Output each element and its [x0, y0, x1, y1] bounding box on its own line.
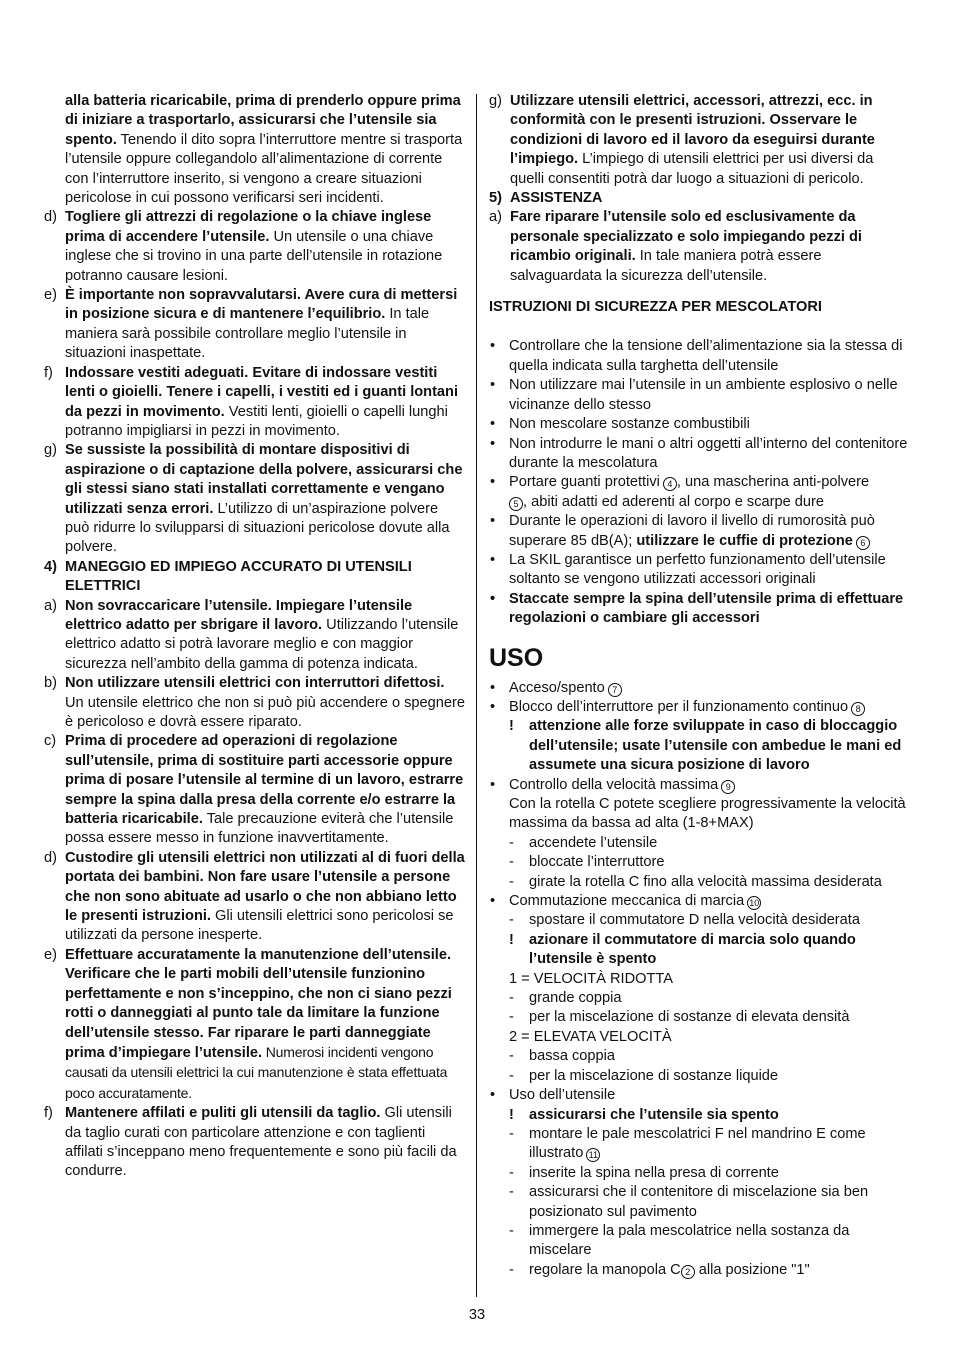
bullet-text: Non mescolare sostanze combustibili	[509, 416, 750, 433]
item-bold: È importante non sopravvalutarsi. Avere cura di mettersi in posizione sicura e di mantenere l’equilibrio.	[65, 287, 458, 323]
uso-lock	[489, 698, 910, 717]
dash: -	[509, 1009, 514, 1026]
step-text: bassa coppia	[529, 1048, 616, 1065]
callout-number: 9	[721, 780, 735, 794]
uso-speed-2-step	[489, 1067, 910, 1086]
step-text: accendete l’utensile	[529, 834, 658, 851]
item-bold: Mantenere affilati e puliti gli utensili da taglio.	[65, 1105, 381, 1122]
item-text: Tenendo il dito sopra l’interruttore mentre si trasporta l’utensile oppure collegandolo all’alimentazione di corrente con l’interruttore inserito, si vengono a creare situazioni pericolose in cui possono verificarsi seri incidenti.	[65, 131, 463, 207]
bullet: •	[490, 377, 496, 394]
item-marker: e)	[44, 946, 57, 963]
uso-speed-1-step	[489, 989, 910, 1008]
uso-gear-warning	[489, 931, 910, 970]
bullet: •	[490, 474, 496, 491]
mixer-bullet-hands	[489, 435, 910, 474]
item-3f	[44, 364, 465, 442]
item-text: Un utensile elettrico che non si può più accendere o spegnere è pericoloso e dovrà essere riparato.	[65, 694, 465, 730]
bullet: •	[490, 513, 496, 530]
mixer-bullet-noise	[489, 512, 910, 551]
right-column	[489, 92, 910, 1280]
column-divider	[476, 94, 477, 1297]
bullet-text: Acceso/spento	[509, 679, 605, 696]
item-marker: g)	[44, 442, 57, 459]
item-bold: Togliere gli attrezzi di regolazione o la chiave inglese prima di accendere l’utensile.	[65, 209, 432, 245]
uso-speed-1: 1 = VELOCITÀ RIDOTTA	[509, 970, 673, 987]
uso-tool-step	[489, 1183, 910, 1222]
uso-speed-2: 2 = ELEVATA VELOCITÀ	[509, 1028, 672, 1045]
item-marker: a)	[489, 209, 502, 226]
item-bold: alla batteria ricaricabile, prima di prenderlo oppure prima di iniziare a trasportarlo, assicurarsi che l’utensile sia spento.	[65, 93, 461, 148]
warning-text: azionare il commutatore di marcia solo quando l’utensile è spento	[529, 931, 856, 968]
callout-number: 8	[851, 702, 865, 716]
step-text: immergere la pala mescolatrice nella sostanza da miscelare	[529, 1222, 850, 1259]
item-3g	[44, 441, 465, 557]
item-marker: e)	[44, 287, 57, 304]
mixer-bullet-combustible	[489, 415, 910, 434]
uso-speed-step	[489, 853, 910, 872]
item-3e	[44, 286, 465, 364]
mixer-safety-heading: ISTRUZIONI DI SICUREZZA PER MESCOLATORI	[489, 299, 822, 316]
mixer-bullet-unplug	[489, 590, 910, 629]
step-text: spostare il commutatore D nella velocità desiderata	[529, 912, 860, 929]
item-marker: c)	[44, 733, 57, 750]
section-title: MANEGGIO ED IMPIEGO ACCURATO DI UTENSILI ELETTRICI	[65, 558, 412, 595]
dash: -	[509, 912, 514, 929]
item-text: Gli utensili da taglio curati con particolare attenzione e con taglienti affilati s’inceppano meno frequentemente e sono più facili da condurre.	[65, 1105, 457, 1180]
dash: -	[509, 1164, 514, 1181]
item-text: Numerosi incidenti vengono causati da utensili elettrici la cui manutenzione è stata effettuata poco accuratamente.	[65, 1043, 448, 1101]
mixer-bullet-voltage	[489, 337, 910, 376]
item-4c	[44, 732, 465, 848]
bullet-text: Non utilizzare mai l’utensile in un ambiente esplosivo o nelle vicinanze dello stesso	[509, 377, 898, 413]
bullet: •	[490, 776, 496, 793]
step-text: regolare la manopola C	[529, 1261, 681, 1278]
item-text: In tale maniera sarà possibile controllare meglio l’utensile in situazioni inaspettate.	[65, 306, 430, 362]
bullet-bold: utilizzare le cuffie di protezione	[636, 532, 853, 549]
step-text: per la miscelazione di sostanze di elevata densità	[529, 1009, 850, 1026]
item-4d	[44, 849, 465, 946]
item-bold: Fare riparare l’utensile solo ed esclusivamente da personale specializzato e solo impiegando pezzi di ricambio originali.	[510, 209, 862, 265]
uso-title: USO	[489, 643, 544, 672]
item-text: Vestiti lenti, gioielli o capelli lunghi potranno impigliarsi in pezzi in movimento.	[65, 403, 448, 439]
dash: -	[509, 1067, 514, 1084]
warning-mark: !	[509, 1106, 514, 1123]
item-marker: f)	[44, 1105, 53, 1122]
warning-mark: !	[509, 931, 514, 948]
item-bold: Custodire gli utensili elettrici non utilizzati al di fuori della portata dei bambini. Non fare usare l’utensile a persone che non sono abituate ad usarlo o che non abbiano letto le presenti istruzioni.	[65, 849, 465, 925]
dash: -	[509, 1222, 514, 1239]
item-marker: b)	[44, 675, 57, 692]
uso-tool-step	[489, 1261, 910, 1280]
bullet: •	[490, 416, 496, 433]
step-text: inserite la spina nella presa di corrente	[529, 1164, 779, 1181]
section-number: 5)	[489, 190, 502, 207]
uso-onoff	[489, 679, 910, 698]
item-text: In tale maniera potrà essere salvaguardata la sicurezza dell’utensile.	[510, 248, 822, 284]
uso-tool-step	[489, 1125, 910, 1164]
bullet: •	[490, 435, 496, 452]
mixer-bullet-explosive	[489, 376, 910, 415]
item-marker: f)	[44, 364, 53, 381]
uso-lock-warning	[489, 717, 910, 775]
item-bold: Prima di procedere ad operazioni di regolazione sull’utensile, prima di sostituire parti accessorie oppure prima di posare l’utensile al termine di un lavoro, estrarre sempre la spina dalla presa della corrente e/o estrarre la batteria ricaricabile.	[65, 733, 464, 828]
item-marker: a)	[44, 597, 57, 614]
item-bold: Effettuare accuratamente la manutenzione dell’utensile. Verificare che le parti mobili dell’utensile funzionino perfettamente e non s’inceppino, che non ci siano pezzi rotti o danneggiati al punto tale da limitare la funzione dell’utensile stesso. Far riparare le parti danneggiate prima d’impiegare l’utensile.	[65, 946, 452, 1061]
uso-gear-step	[489, 911, 910, 930]
item-4e	[44, 946, 465, 1104]
step-text: montare le pale mescolatrici F nel mandrino E come illustrato	[529, 1125, 866, 1162]
dash: -	[509, 873, 514, 890]
uso-speed-2-step	[489, 1047, 910, 1066]
item-marker: g)	[489, 93, 502, 109]
item-marker: d)	[44, 849, 57, 866]
section-5-heading	[489, 189, 910, 208]
bullet-text: Blocco dell’interruttore per il funzionamento continuo	[509, 698, 849, 715]
dash: -	[509, 990, 514, 1007]
item-text: Un utensile o una chiave inglese che si trovino in una parte dell’utensile in rotazione potranno causare lesioni.	[65, 228, 443, 284]
callout-number: 11	[586, 1148, 600, 1162]
callout-number: 4	[663, 477, 677, 491]
callout-number: 7	[608, 683, 622, 697]
item-4a	[44, 597, 465, 675]
step-text: per la miscelazione di sostanze liquide	[529, 1067, 779, 1084]
section-4-heading	[44, 558, 465, 597]
step-text: girate la rotella C fino alla velocità massima desiderata	[529, 873, 882, 890]
bullet-text: Non introdurre le mani o altri oggetti all’interno del contenitore durante la mescolatura	[509, 435, 908, 471]
dash: -	[509, 834, 514, 851]
dash: -	[509, 1261, 514, 1278]
bullet-text: Uso dell’utensile	[509, 1087, 616, 1104]
uso-speed-step	[489, 834, 910, 853]
callout-number: 5	[509, 497, 523, 511]
mixer-bullet-gloves	[489, 473, 910, 512]
item-bold: Non utilizzare utensili elettrici con interruttori difettosi.	[65, 675, 445, 692]
warning-mark: !	[509, 718, 514, 735]
bullet: •	[490, 893, 496, 910]
bullet-text: , abiti adatti ed aderenti al corpo e scarpe dure	[523, 493, 824, 510]
bullet: •	[490, 551, 496, 568]
bullet-text: Commutazione meccanica di marcia	[509, 893, 745, 910]
bullet: •	[490, 679, 496, 696]
warning-text: assicurarsi che l’utensile sia spento	[529, 1106, 779, 1123]
item-text: Gli utensili elettrici sono pericolosi se utilizzati da persone inesperte.	[65, 908, 454, 944]
bullet: •	[490, 590, 496, 607]
bullet: •	[490, 338, 496, 355]
dash: -	[509, 854, 514, 871]
item-5a	[489, 208, 910, 286]
uso-speed-description: Con la rotella C potete scegliere progressivamente la velocità massima da bassa ad alta (1-8+MAX)	[509, 796, 906, 832]
callout-number: 10	[749, 898, 760, 909]
uso-tool-use	[489, 1086, 910, 1105]
item-text: L’utilizzo di un’aspirazione polvere può ridurre lo svilupparsi di situazioni pericolose dovute alla polvere.	[65, 500, 450, 556]
bullet-text: Staccate sempre la spina dell’utensile prima di effettuare regolazioni o cambiare gli accessori	[509, 590, 904, 627]
item-text: L’impiego di utensili elettrici per usi diversi da quelli consentiti potrà dar luogo a situazioni di pericolo.	[510, 151, 874, 187]
uso-speed-step	[489, 873, 910, 892]
item-bold: Non sovraccaricare l’utensile. Impiegare l’utensile elettrico adatto per sbrigare il lavoro.	[65, 597, 413, 633]
bullet-text: Controllare che la tensione dell’alimentazione sia la stessa di quella indicata sulla targhetta dell’utensile	[509, 338, 903, 374]
bullet-text: Controllo della velocità massima	[509, 776, 719, 793]
section-title: ASSISTENZA	[510, 190, 603, 207]
item-text: Utilizzando l’utensile elettrico adatto si potrà lavorare meglio e con maggior sicurezza nell’ambito della gamma di potenza indicata.	[65, 616, 459, 672]
item-marker: d)	[44, 209, 57, 226]
left-column	[44, 92, 465, 1182]
section-number: 4)	[44, 558, 57, 575]
uso-tool-step	[489, 1222, 910, 1261]
bullet: •	[490, 1087, 496, 1104]
item-4f	[44, 1104, 465, 1182]
uso-gear-switch	[489, 892, 910, 911]
page-number: 33	[468, 1307, 486, 1323]
item-4b	[44, 674, 465, 732]
dash: -	[509, 1184, 514, 1201]
bullet-text: Durante le operazioni di lavoro il livello di rumorosità può superare 85 dB(A);	[509, 513, 875, 549]
step-text: alla posizione "1"	[694, 1261, 810, 1278]
mixer-bullet-skil	[489, 551, 910, 590]
item-c-continued	[44, 92, 465, 208]
item-bold: Utilizzare utensili elettrici, accessori, attrezzi, ecc. in conformità con le presenti istruzioni. Osservare le condizioni di lavoro ed il lavoro da eseguirsi durante l’impiego.	[510, 93, 875, 168]
uso-tool-warning	[489, 1106, 910, 1125]
bullet: •	[490, 698, 496, 715]
bullet-text: , una mascherina anti-polvere	[676, 474, 870, 491]
item-3d	[44, 208, 465, 286]
callout-number: 2	[681, 1265, 695, 1279]
warning-text: attenzione alle forze sviluppate in caso di bloccaggio dell’utensile; usate l’utensile con ambedue le mani ed assumete una sicura posizione di lavoro	[529, 718, 902, 774]
step-text: assicurarsi che il contenitore di miscelazione sia ben posizionato sul pavimento	[529, 1184, 869, 1220]
callout-number: 6	[856, 536, 870, 550]
item-text: Tale precauzione eviterà che l’utensile possa essere messo in funzione inavvertitamente.	[65, 811, 454, 847]
item-bold: Se sussiste la possibilità di montare dispositivi di aspirazione o di captazione della polvere, assicurarsi che gli stessi siano stati installati correttamente e vengano utilizzati senza errori.	[65, 442, 463, 517]
uso-speed-1-step	[489, 1008, 910, 1027]
uso-speed-control	[489, 776, 910, 795]
dash: -	[509, 1125, 514, 1142]
step-text: bloccate l’interruttore	[529, 854, 665, 871]
uso-tool-step	[489, 1164, 910, 1183]
step-text: grande coppia	[529, 990, 622, 1007]
bullet-text: La SKIL garantisce un perfetto funzionamento dell’utensile soltanto se vengono utilizzati accessori originali	[509, 551, 886, 588]
item-bold: Indossare vestiti adeguati. Evitare di indossare vestiti lenti o gioielli. Tenere i capelli, i vestiti ed i guanti lontani da pezzi in movimento.	[65, 364, 459, 420]
bullet-text: Portare guanti protettivi	[509, 474, 660, 491]
item-4g	[489, 92, 910, 189]
dash: -	[509, 1048, 514, 1065]
